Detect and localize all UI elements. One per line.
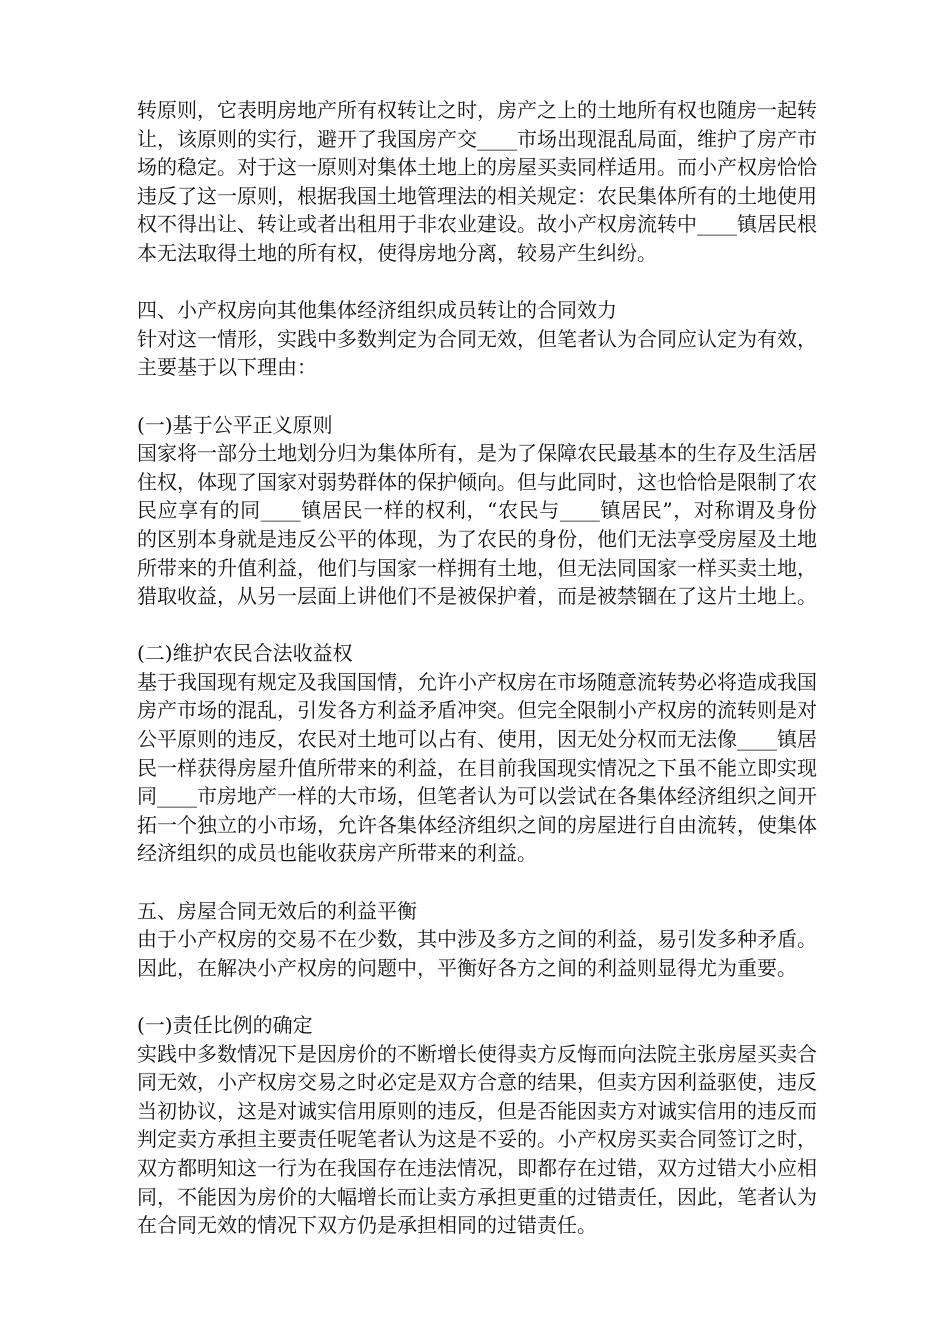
subsection-fairness	[137, 411, 817, 611]
paragraph: 基于我国现有规定及我国国情，允许小产权房在市场随意流转势必将造成我国房产市场的混乱，引发各方利益矛盾冲突。但完全限制小产权房的流转则是对公平原则的违反，农民对土地可以占有、使用，因无处分权而无法像____镇居民一样获得房屋升值所带来的利益，在目前我国现实情况之下虽不能立即实现同____市房地产一样的大市场，但笔者认为可以尝试在各集体经济组织之间开拓一个独立的小市场，允许各集体经济组织之间的房屋进行自由流转，使集体经济组织的成员也能收获房产所带来的利益。	[137, 669, 817, 866]
paragraph: 实践中多数情况下是因房价的不断增长使得卖方反悔而向法院主张房屋买卖合同无效，小产权房交易之时必定是双方合意的结果，但卖方因利益驱使，违反当初协议，这是对诚实信用原则的违反，但是否能因卖方对诚实信用的违反而判定卖方承担主要责任呢笔者认为这是不妥的。小产权房买卖合同签订之时，双方都明知这一行为在我国存在违法情况，即都存在过错，双方过错大小应相同，不能因为房价的大幅增长而让卖方承担更重的过错责任，因此，笔者认为在合同无效的情况下双方仍是承担相同的过错责任。	[137, 1041, 817, 1238]
subsection-income-rights	[137, 639, 817, 868]
section-heading: 四、小产权房向其他集体经济组织成员转让的合同效力	[137, 298, 617, 323]
section-heading: 五、房屋合同无效后的利益平衡	[137, 898, 417, 923]
paragraph: 针对这一情形，实践中多数判定为合同无效，但笔者认为合同应认定为有效，主要基于以下理由：	[137, 326, 817, 380]
subsection-heading: (一)基于公平正义原则	[137, 412, 333, 437]
paragraph: 由于小产权房的交易不在少数，其中涉及多方之间的利益，易引发多种矛盾。因此，在解决小产权房的问题中，平衡好各方之间的利益则显得尤为重要。	[137, 927, 817, 980]
paragraph: 转原则，它表明房地产所有权转让之时，房产之上的土地所有权也随房一起转让，该原则的实行，避开了我国房产交____市场出现混乱局面，维护了房产市场的稳定。对于这一原则对集体土地上的房屋买卖同样适用。而小产权房恰恰违反了这一原则，根据我国土地管理法的相关规定：农民集体所有的土地使用权不得出让、转让或者出租用于非农业建设。故小产权房流转中____镇居民根本无法取得土地的所有权，使得房地分离，较易产生纠纷。	[137, 98, 817, 265]
section-five	[137, 897, 817, 983]
subsection-heading: (一)责任比例的确定	[137, 1013, 313, 1037]
subsection-liability-ratio	[137, 1011, 817, 1240]
section-four	[137, 296, 817, 382]
paragraph: 国家将一部分土地划分归为集体所有，是为了保障农民最基本的生存及生活居住权，体现了国家对弱势群体的保护倾向。但与此同时，这也恰恰是限制了农民应享有的同____镇居民一样的权利，“农民与____镇居民”，对称谓及身份的区别本身就是违反公平的体现，为了农民的身份，他们无法享受房屋及土地所带来的升值利益，他们与国家一样拥有土地，但无法同国家一样买卖土地，猎取收益，从另一层面上讲他们不是被保护着，而是被禁锢在了这片土地上。	[137, 441, 817, 609]
subsection-heading: (二)维护农民合法收益权	[137, 641, 353, 666]
document-page	[137, 96, 817, 1268]
text-block-intro	[137, 96, 817, 268]
